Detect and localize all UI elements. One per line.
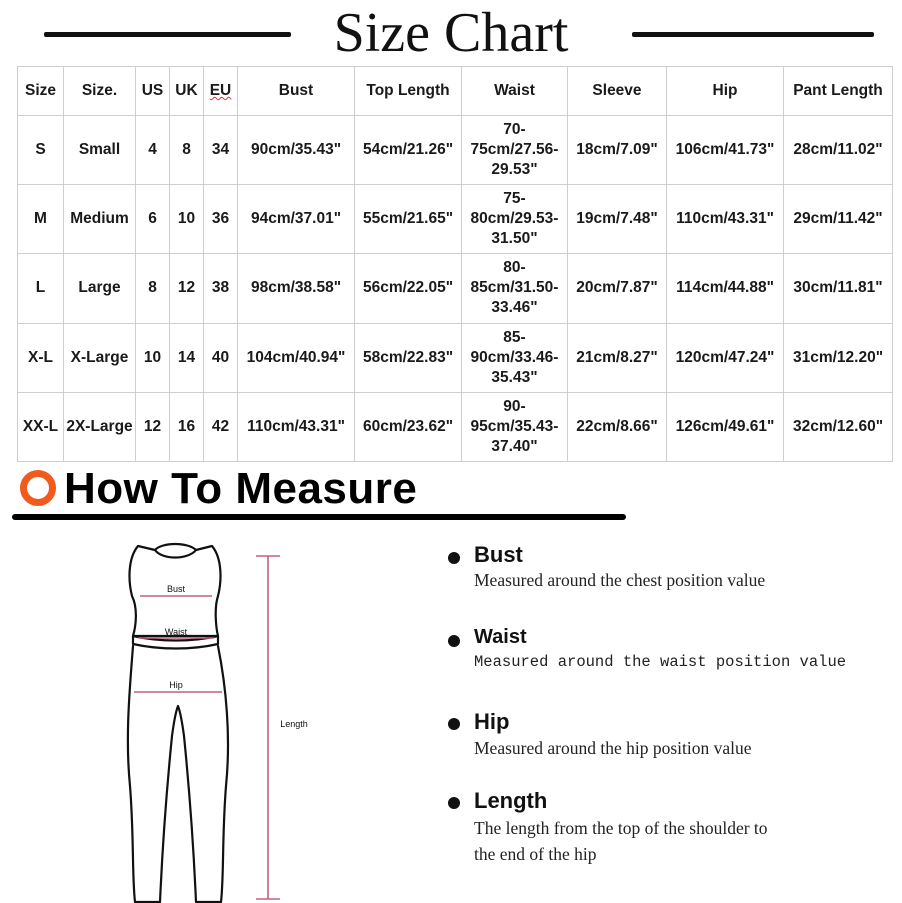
- table-cell: Medium: [64, 185, 136, 254]
- figure-label-bust: Bust: [166, 584, 186, 594]
- table-cell: 58cm/22.83": [355, 323, 462, 392]
- orange-ring-icon: [20, 470, 56, 506]
- table-cell: 90-95cm/35.43-37.40": [462, 392, 568, 461]
- size-chart-header: [0, 0, 902, 66]
- figure-label-length: Length: [280, 719, 308, 729]
- table-cell: 36: [204, 185, 238, 254]
- table-cell: 110cm/43.31": [238, 392, 355, 461]
- neckline: [155, 550, 196, 558]
- table-cell: 54cm/21.26": [355, 116, 462, 185]
- table-cell: 4: [136, 116, 170, 185]
- definition-title: Length: [474, 788, 548, 813]
- table-cell: 38: [204, 254, 238, 323]
- table-cell: 10: [136, 323, 170, 392]
- table-cell: 55cm/21.65": [355, 185, 462, 254]
- table-cell: Small: [64, 116, 136, 185]
- table-cell: 42: [204, 392, 238, 461]
- table-cell: 10: [170, 185, 204, 254]
- table-cell: 114cm/44.88": [667, 254, 784, 323]
- table-cell: 110cm/43.31": [667, 185, 784, 254]
- table-cell: 106cm/41.73": [667, 116, 784, 185]
- how-to-measure-header: [12, 463, 632, 523]
- table-cell: L: [18, 254, 64, 323]
- table-cell: S: [18, 116, 64, 185]
- table-cell: 34: [204, 116, 238, 185]
- table-cell: 126cm/49.61": [667, 392, 784, 461]
- definition-text: the end of the hip: [474, 844, 597, 864]
- table-cell: 94cm/37.01": [238, 185, 355, 254]
- header-size-name: Size.: [64, 67, 136, 116]
- header-top-length: Top Length: [355, 67, 462, 116]
- definition-text: Measured around the hip position value: [474, 738, 752, 758]
- table-row: [18, 185, 893, 254]
- definition-title: Waist: [474, 626, 527, 648]
- table-cell: Large: [64, 254, 136, 323]
- table-row: [18, 116, 893, 185]
- table-cell: 28cm/11.02": [784, 116, 893, 185]
- table-cell: 98cm/38.58": [238, 254, 355, 323]
- table-cell: 21cm/8.27": [568, 323, 667, 392]
- table-cell: 14: [170, 323, 204, 392]
- table-row: [18, 323, 893, 392]
- table-cell: X-L: [18, 323, 64, 392]
- table-cell: 19cm/7.48": [568, 185, 667, 254]
- table-cell: 90cm/35.43": [238, 116, 355, 185]
- how-to-measure-title: How To Measure: [64, 464, 418, 513]
- table-cell: 32cm/12.60": [784, 392, 893, 461]
- table-cell: 22cm/8.66": [568, 392, 667, 461]
- table-cell: 60cm/23.62": [355, 392, 462, 461]
- table-cell: 40: [204, 323, 238, 392]
- table-cell: 104cm/40.94": [238, 323, 355, 392]
- table-cell: 8: [170, 116, 204, 185]
- definition-text: Measured around the waist position value: [474, 653, 847, 671]
- definition-text: The length from the top of the shoulder to: [474, 818, 768, 838]
- table-header-row: [18, 67, 893, 116]
- header-eu-label: EU: [209, 82, 232, 99]
- table-cell: 20cm/7.87": [568, 254, 667, 323]
- table-cell: 31cm/12.20": [784, 323, 893, 392]
- table-cell: 30cm/11.81": [784, 254, 893, 323]
- table-cell: 56cm/22.05": [355, 254, 462, 323]
- table-cell: 8: [136, 254, 170, 323]
- table-cell: XX-L: [18, 392, 64, 461]
- definition-title: Bust: [474, 542, 523, 567]
- definition-text: Measured around the chest position value: [474, 570, 766, 590]
- size-chart-table: [17, 66, 893, 462]
- table-cell: 75-80cm/29.53-31.50": [462, 185, 568, 254]
- table-row: [18, 392, 893, 461]
- table-cell: M: [18, 185, 64, 254]
- bullet-icon: [448, 718, 460, 730]
- header-us: US: [136, 67, 170, 116]
- figure-label-waist: Waist: [164, 627, 188, 637]
- title-rule-right: [632, 32, 874, 37]
- header-size: Size: [18, 67, 64, 116]
- table-cell: 80-85cm/31.50-33.46": [462, 254, 568, 323]
- header-hip: Hip: [667, 67, 784, 116]
- table-cell: 70-75cm/27.56-29.53": [462, 116, 568, 185]
- table-cell: 120cm/47.24": [667, 323, 784, 392]
- table-cell: 85-90cm/33.46-35.43": [462, 323, 568, 392]
- header-waist: Waist: [462, 67, 568, 116]
- table-cell: 6: [136, 185, 170, 254]
- header-bust: Bust: [238, 67, 355, 116]
- table-cell: 16: [170, 392, 204, 461]
- page-title: Size Chart: [333, 2, 569, 64]
- how-to-measure-rule: [12, 514, 626, 520]
- header-sleeve: Sleeve: [568, 67, 667, 116]
- header-eu: [204, 67, 238, 116]
- figure-label-hip: Hip: [169, 680, 183, 690]
- bullet-icon: [448, 635, 460, 647]
- table-cell: 18cm/7.09": [568, 116, 667, 185]
- definition-title: Hip: [474, 709, 510, 734]
- table-cell: 12: [136, 392, 170, 461]
- table-cell: X-Large: [64, 323, 136, 392]
- table-cell: 2X-Large: [64, 392, 136, 461]
- table-row: [18, 254, 893, 323]
- header-uk: UK: [170, 67, 204, 116]
- table-cell: 12: [170, 254, 204, 323]
- jumpsuit-measurement-figure: [100, 536, 330, 903]
- table-cell: 29cm/11.42": [784, 185, 893, 254]
- bullet-icon: [448, 552, 460, 564]
- header-pant-length: Pant Length: [784, 67, 893, 116]
- bullet-icon: [448, 797, 460, 809]
